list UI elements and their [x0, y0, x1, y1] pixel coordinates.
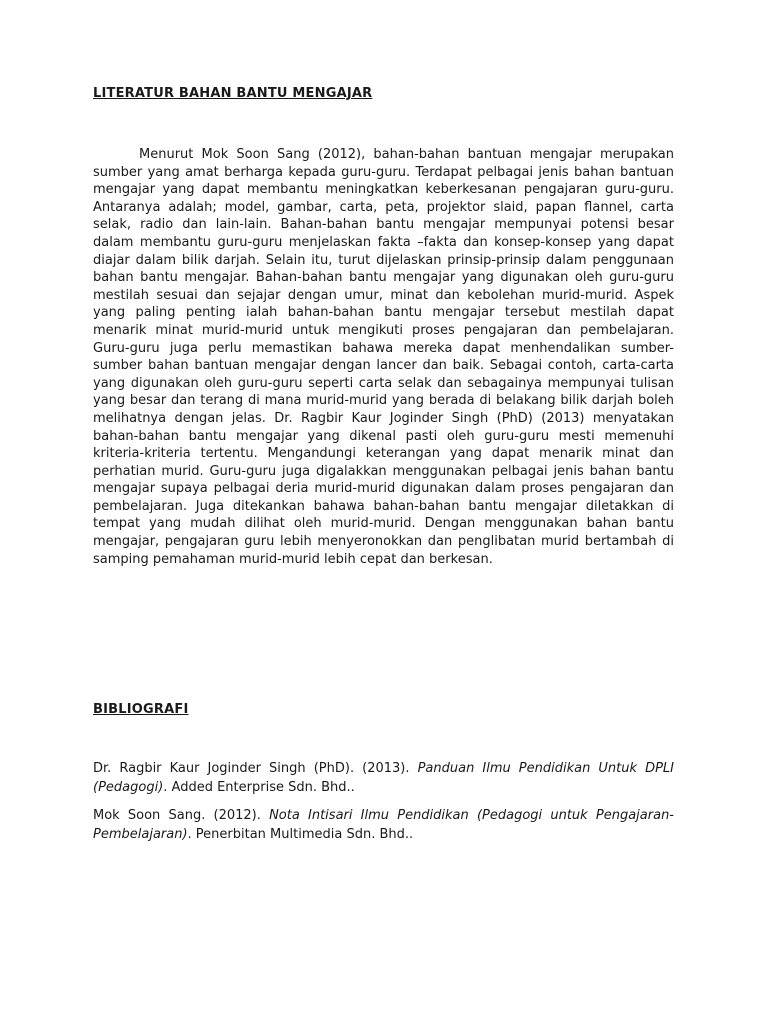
bibliography-entry: [93, 760, 674, 797]
bibliography-entry-title: Panduan Ilmu Pendidikan Untuk DPLI (Pedagogi): [93, 761, 675, 795]
bibliography-entry-author: Mok Soon Sang. (2012).: [93, 808, 270, 823]
document-title: LITERATUR BAHAN BANTU MENGAJAR: [93, 86, 373, 101]
bibliography-entry-author: Dr. Ragbir Kaur Joginder Singh (PhD). (2013).: [93, 761, 418, 776]
bibliography-entry-title: Nota Intisari Ilmu Pendidikan (Pedagogi untuk Pengajaran-Pembelajaran): [93, 808, 674, 842]
bibliography-entry-publisher: . Added Enterprise Sdn. Bhd..: [163, 779, 355, 795]
bibliography-entry-publisher: . Penerbitan Multimedia Sdn. Bhd..: [187, 826, 414, 842]
body-paragraph: Menurut Mok Soon Sang (2012), bahan-bahan bantuan mengajar merupakan sumber yang amat berharga kepada guru-guru. Terdapat pelbagai jenis bahan bantuan mengajar yang dapat membantu meningkatkan keberkesanan pengajaran guru-guru. Antaranya adalah; model, gambar, carta, peta, projektor slaid, papan flannel, carta selak, radio dan lain-lain. Bahan-bahan bantu mengajar mempunyai potensi besar dalam membantu guru-guru menjelaskan fakta –fakta dan konsep-konsep yang dapat diajar dalam bilik darjah. Selain itu, turut dijelaskan prinsip-prinsip dalam penggunaan bahan bantu mengajar. Bahan-bahan bantu mengajar yang digunakan oleh guru-guru mestilah sesuai dan sejajar dengan umur, minat dan kebolehan murid-murid. Aspek yang paling penting ialah bahan-bahan bantu mengajar tersebut mestilah dapat menarik minat murid-murid untuk mengikuti proses pengajaran dan pembelajaran. Guru-guru juga perlu memastikan bahawa mereka dapat menhendalikan sumber-sumber bahan bantuan mengajar dengan lancer dan baik. Sebagai contoh, carta-carta yang digunakan oleh guru-guru seperti carta selak dan sebagainya mempunyai tulisan yang besar dan terang di mana murid-murid yang berada di belakang bilik darjah boleh melihatnya dengan jelas. Dr. Ragbir Kaur Joginder Singh (PhD) (2013) menyatakan bahan-bahan bantu mengajar yang dikenal pasti oleh guru-guru mesti memenuhi kriteria-kriteria tertentu. Mengandungi keterangan yang dapat menarik minat dan perhatian murid. Guru-guru juga digalakkan menggunakan pelbagai jenis bahan bantu mengajar supaya pelbagai deria murid-murid digunakan dalam proses pengajaran dan pembelajaran. Juga ditekankan bahawa bahan-bahan bantu mengajar diletakkan di tempat yang mudah dilihat oleh murid-murid. Dengan menggunakan bahan bantu mengajar, pengajaran guru lebih menyeronokkan dan penglibatan murid bertambah di samping pemahaman murid-murid lebih cepat dan berkesan.: [93, 147, 674, 567]
bibliography-heading: BIBLIOGRAFI: [93, 702, 189, 717]
bibliography-entry: [93, 807, 674, 844]
